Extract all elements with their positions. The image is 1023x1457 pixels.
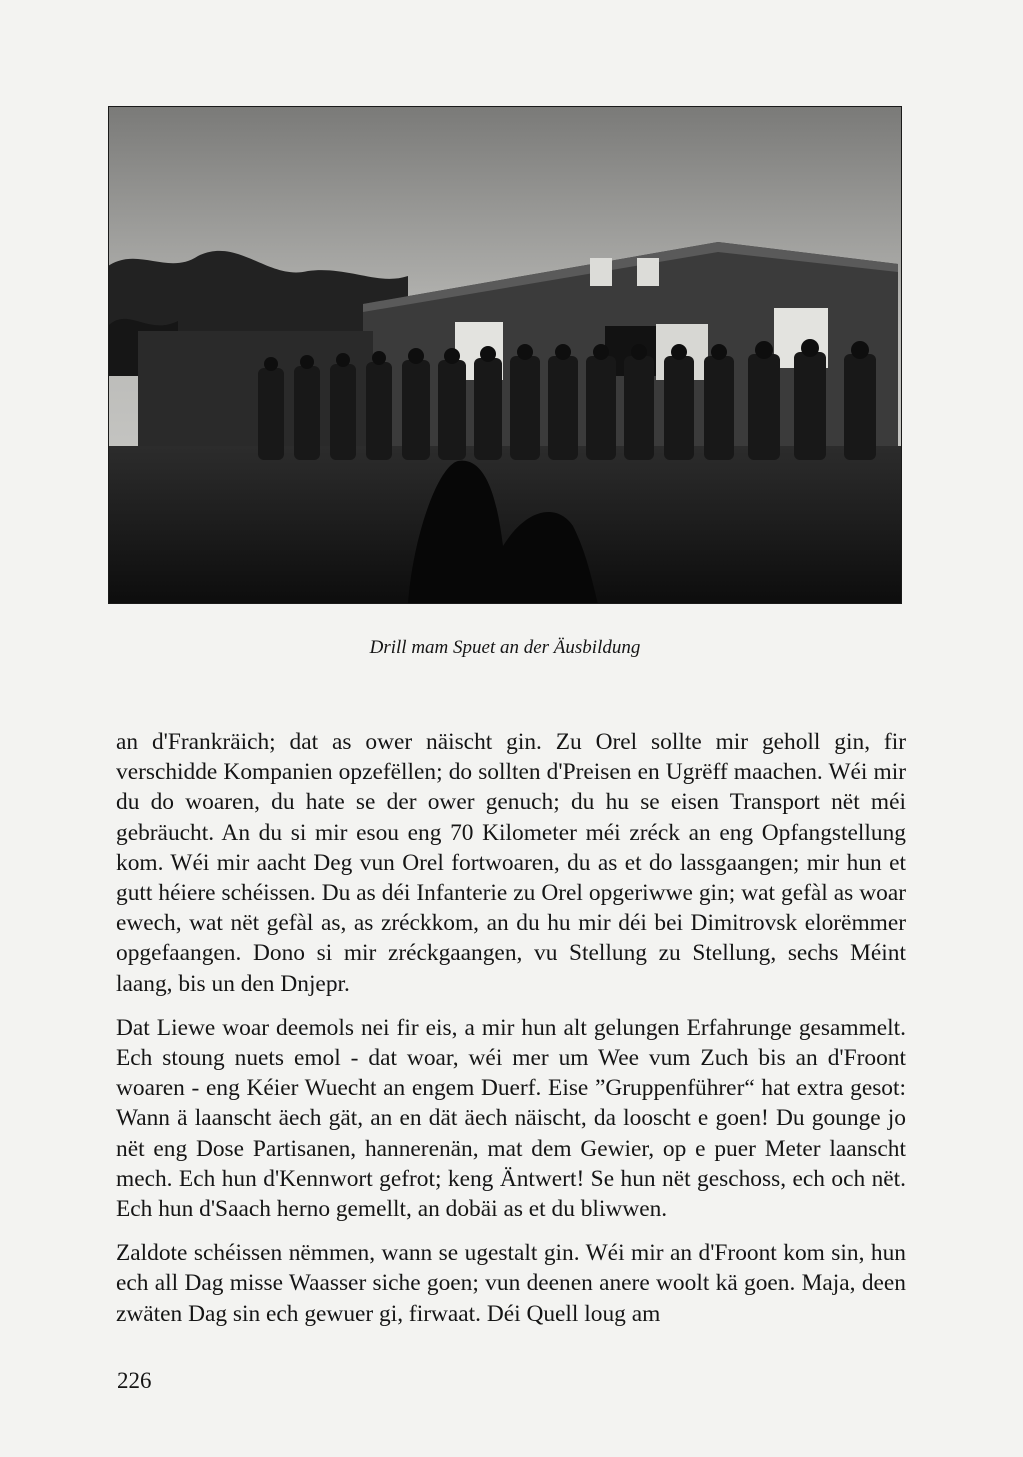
drill-photo (108, 106, 902, 604)
paragraph-1: an d'Frankräich; dat as ower näischt gin. Zu Orel sollte mir geholl gin, fir verschidde Kompanien opzefëllen; do sollten d'Preisen en Ugrëff maachen. Wéi mir du do woaren, du hate se der ower genuch; du hu se eisen Transport nët méi gebräucht. An du si mir esou eng 70 Kilometer méi zréck an eng Opfangstellung kom. Wéi mir aacht Deg vun Orel fortwoaren, du as et do lassgaangen; mir hun et gutt héiere schéissen. Du as déi Infanterie zu Orel opgeriwwe gin; wat gefàl as woar ewech, wat nët gefàl as, as zréckkom, an du hu mir déi bei Dimitrovsk elorëmmer opgefaangen. Dono si mir zréckgaangen, vu Stellung zu Stellung, sechs Méint laang, bis un den Dnjepr. (116, 729, 906, 997)
barrack-window (590, 258, 612, 286)
page-number: 226 (117, 1368, 152, 1393)
paragraph-3: Zaldote schéissen nëmmen, wann se ugestalt gin. Wéi mir an d'Froont kom sin, hun ech all Dag misse Waasser siche goen; vun deenen anere woolt kä goen. Maja, deen zwäten Dag sin ech gewuer gi, firwaat. Déi Quell loug am (116, 1240, 906, 1327)
body-text (116, 727, 906, 1343)
barrack-window (637, 258, 659, 286)
figure-caption: Drill mam Spuet an der Äusbildung (369, 637, 641, 658)
paragraph-2: Dat Liewe woar deemols nei fir eis, a mir hun alt gelungen Erfahrunge gesammelt. Ech stoung nuets emol - dat woar, wéi mer um Wee vum Zuch bis an d'Froont woaren - eng Kéier Wuecht an engem Duerf. Eise ”Gruppenführer“ hat extra gesot: Wann ä laanscht äech gät, an en dät äech näischt, da looscht e goen! Du gounge jo nët eng Dose Partisanen, hannerenän, mat dem Gewier, op e puer Meter laanscht mech. Ech hun d'Kennwort gefrot; keng Äntwert! Se hun nët geschoss, ech och nët. Ech hun d'Saach herno gemellt, an dobäi as et du bliwwen. (116, 1014, 906, 1223)
